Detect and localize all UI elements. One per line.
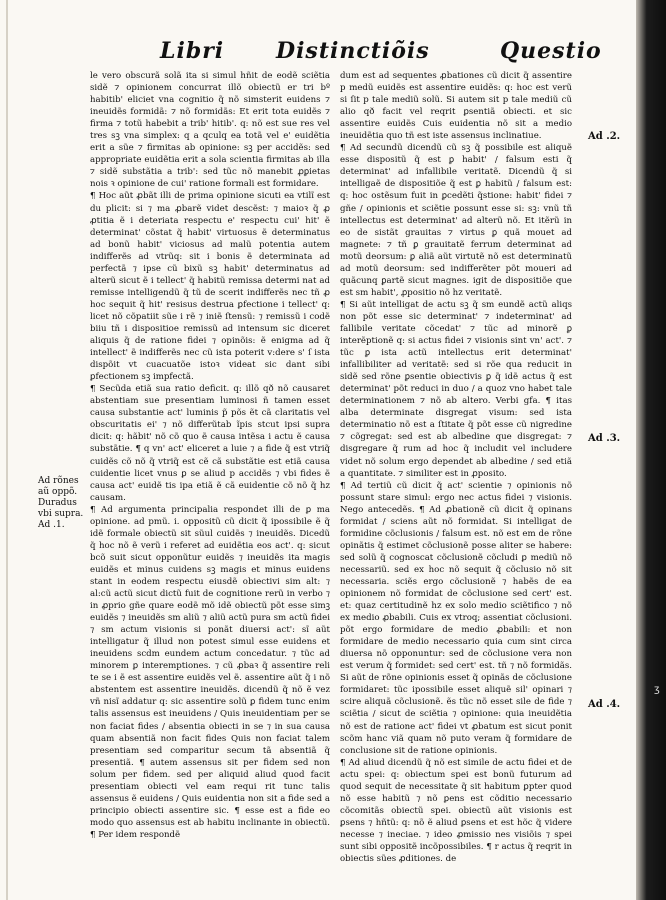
right-paragraph-1: dum est ad sequentes ꝓbationes cũ dicit q̃ assentire p medũ euidẽs est assentire euidẽs: q: hoc est verũ si ſit p tale mediũ solũ. Si autem sit p tale mediũ cũ alio qð facit vel reqrit ꝑsentiã obiecti. et sic assentire euidẽs Cuis euidentia nõ sit a medio ineuidẽtia quo tñ est iste assensus inclinatiue. xyxy=(340,71,572,142)
right-margin-note-ad-4: Ad .4. xyxy=(588,699,621,710)
left-paragraph-4: ¶ Ad argumenta principalia respondet illi de ꝑ ma opinione. ad pmũ. i. oppositũ cũ dicit q̃ ipossibile ẽ q̃ idẽ formale obiectũ sit sũul cuidẽs ⁊ ineuidẽs. Dicedũ q̃ hoc nõ ẽ verũ i referet ad euidẽtia eos act'. q: sicut bcõ suit sicut opponũtur euidẽs ⁊ ineuidẽs ita magis euidẽs et minus cuidens sꝫ magis et minus euidens stant in eodem respectu eiusdẽ obiectivi sim alt: ⁊ al:cũ actũ sicut dictũ fuit de cognitione rerũ in verbo ⁊ in ꝓprio gñe quare eodẽ mõ idẽ obiectũ põt esse simꝫ euidẽs ⁊ ineuidẽs sm aliũ ⁊ aliũ actũ pura sm actũ fidei ⁊ sm actum visionis si ponãt diuersi act': sĩ aũt intelligatur q̃ illud non potest simul esse euidens et ineuidens scdm eundem actum concedatur. ⁊ tũc ad minorem ꝑ interemptiones. ⁊ cũ ꝓbaꝛ q̃ assentire reli te se i ẽ est assentire euidẽs vel ẽ. assentire aũt q̃ i nõ abstentem est assentire ineuidẽs. dicendũ q̃ nõ ẽ vez vñ nisĩ addatur q: sic assentire solũ ꝑ fidem tunc enim talis assensus est ineuidens / Quis ineuidentiam per se non faciat fides / absentia obiecti in se ⁊ in sua causa quam absentiã non facit fides Quis non faciat talem presentiam sed comparitur secum tã absentiã q̃ presentiã. ¶ autem assensus sit per fidem sed non solum per fidem. sed per aliquid aliud quod facit presentiam obiecti vel eam requi rit tunc talis assensus ẽ euidens / Quis euidentia non sit a fide sed a principio obiecti assentire sic. ¶ esse est a fide eo modo quo assensus est ab habitu inclinante in obiectũ. ¶ Per idem respondẽ xyxy=(90,504,330,840)
adjacent-page-glyph: ʒ xyxy=(654,684,660,695)
right-margin-note-ad-2: Ad .2. xyxy=(588,131,621,142)
left-text-column xyxy=(90,70,330,840)
scan-edge-shadow xyxy=(636,0,666,900)
left-paragraph-3: ¶ Secũda etiã sua ratio deficit. q: illõ qð nõ causaret abstentiam sue presentiam luminosi ñ tamen esset causa substantie act' luminis p̃ põs ẽt cã claritatis vel obscuritatis ei' ⁊ nõ differũtab ĩpis stcut ipsi supra dicit: q: hãbit' nõ cõ quo ẽ causa intẽsa i actu ẽ causa substãtie. ¶ q vn' act' eliceret a luie ⁊ a fide q̃ est vtriq̃ cuidẽs cõ nõ q̃ vtriq̃ est cẽ cã substãtie est etiã causa cuidentie licet vnus ꝑ se aliud p accidẽs ⁊ vbi fides ẽ causa act' euidẽ tis ipa etiã ẽ cã euidentie cõ nõ q̃ hz causam. xyxy=(90,384,330,503)
running-header xyxy=(0,38,636,72)
left-margin-note xyxy=(38,476,90,531)
left-paragraph-2: ¶ Hoc aũt ꝓbãt illi de prima opinione sicuti ea vtilĩ est du plicit: si ⁊ ma ꝓbarẽ videt descẽst: ⁊ maioꝛ q̃ ꝓ ꝓtitia ẽ i deteriata respectu e' respectu cui' hit' ẽ determinat' cõstat q̃ habit' virtuosus ẽ determinatus ad bonũ habit' viciosus ad malũ potentia autem indifferẽs ad vtrũq: sit i bonis ẽ determinata ad perfectã ⁊ ipse cũ bixũ sꝫ habit' determinatus ad alterũ sicut ẽ i tellect' q̃ habitũ remissa determi nat ad remisse intelligendũ q̃ tũ de scerit indifferẽs nec tñ ꝓ hoc sequit q̃ hit' resisus destrua ꝑfectione i tellect' q: licet nõ cõpatiit sũe i rẽ ⁊ iniẽ ſtensũ: ⁊ remissũ i codẽ biiu tñ i dispositioe remissũ ad intensum sic diceret aliquis q̃ de ratione fidei ⁊ opinõis: ẽ enigma ad q̃ intellect' ẽ indifferẽs nec cũ ista poterit v:dere s' ſ ista dispõit vt cuacuatõe istoꝛ videat sic dant sibi ꝑfectionem sꝫ impfectã. xyxy=(90,191,330,383)
right-paragraph-3: ¶ Si aũt intelligat de actu sꝫ q̃ sm eundẽ actũ aliqs non põt esse sic determinat' ⁊ indeterminat' ad fallibile veritate cõcedat' ⁊ tũc ad minorẽ ꝑ interẽptionẽ q: si actus fidei ⁊ visionis sint vn' act'. ⁊ tũc ꝑ ista actũ intellectus erit determinat' infallibiliter ad veritatẽ: sed si rõe qua reducit in sidẽ sed rõne ꝑsentie obiectivis ꝑ q̃ idẽ actus q̃ est determinat' põt reduci in duo / a quoz vno habet tale determinationem ⁊ nõ ab altero. Verbi gfa. ¶ itas alba determinate disgregat visum: sed ista determinatio nõ est a ſtitate q̃ põt esse cũ nigredine ⁊ cõgregat: sed est ab albedine que disgregat: ⁊ disgregare q̃ rum ad hoc q̃ includit vel includere videt nõ solum ergo dependet ab albedine / sed etiã a quantitate. ⁊ similiter est in ꝓposito. xyxy=(340,299,572,479)
margin-line: Duradus xyxy=(38,498,77,508)
header-distinctionis: Distinctiõis xyxy=(276,38,430,64)
margin-line: Ad .1. xyxy=(38,520,65,530)
page-gutter-line xyxy=(6,0,8,900)
right-text-column xyxy=(340,70,572,865)
right-paragraph-4: ¶ Ad tertiũ cũ dicit q̃ act' scientie ⁊ opinionis nõ possunt stare simul: ergo nec actus fidei ⁊ visionis. Nego antecedẽs. ¶ Ad ꝓbationẽ cũ dicit q̃ opinans formidat / sciens aũt nõ formidat. Si intelligat de formidine cõclusionis / falsum est. nõ est em de rõne opinãtis q̃ estimet cõclusionẽ posse aliter se habere: sed solũ q̃ cognoscat cõclusionẽ cõcludi ꝑ mediũ nõ necessariũ. sed ex hoc nõ sequit q̃ cõclusio nõ sit necessaria. sciẽs ergo cõclusionẽ ⁊ habẽs de ea opinionem nõ formidat de cõclusione sed cert' est. et: quaz certitudinẽ hz ex solo medio sciẽtifico ⁊ nõ ex medio ꝓbabili. Cuis ex vtroq; assentiat cõclusioni. põt ergo formidare de medio ꝓbabili: et non formidare de medio necessario quia cum sint circa diuersa nõ opponuntur: sed de cõclusione vera non est verum q̃ formidet: sed cert' est. tñ ⁊ nõ formidãs. Si aũt de rõne opinionis esset q̃ opinãs de cõclusione formidaret: tũc ipossibile esset aliquẽ sil' opinari ⁊ scire aliquã cõclusionẽ. ẽs tũc nõ esset sile de fide ⁊ sciẽtia / sicut de sciẽtia ⁊ opinione: quia ineuidẽtia nõ est de ratione act' fidei vt ꝓbatum est sicut ponit scõm hanc viã quam nõ puto veram q̃ formidare de conclusione sit de ratione opinionis. xyxy=(340,480,572,756)
margin-line: vbi supra. xyxy=(38,509,84,519)
margin-line: Ad rõnes xyxy=(38,476,79,486)
right-paragraph-5: ¶ Ad aliud dicendũ q̃ nõ est simile de actu fidei et de actu spei: q: obiectum spei est bonũ futurum ad quod sequit de necessitate q̃ sit habitum ꝑpter quod nõ esse habitũ ⁊ nõ ꝑens est cõditio necessario cõcomitãs obiectũ spei. obiectũ aũt visionis est ꝑsens ⁊ hñtũ: q: nõ ẽ aliud ꝑsens et est hõc q̃ videre necesse ⁊ ineciae. ⁊ ideo ꝓmissio nes visiõis ⁊ spei sunt sibi oppositẽ incõpossibiles. ¶ r actus q̃ reqrit in obiectis sũes ꝓditiones. de xyxy=(340,757,572,865)
right-margin-note-ad-3: Ad .3. xyxy=(588,433,621,444)
left-paragraph-1: le vero obscurã solã ita si simul hñit de eodẽ sciẽtia sidẽ ⁊ opinionem concurrat illõ obiectũ er tri bº habitib' eliciet vna cognitio q̃ nõ simsterit euidens ⁊ ineuidẽs formidã: ⁊ nõ formidãs: Et erit tota euidẽs ⁊ firma ⁊ totũ habebit a trib' hitib'. q: nõ est sue res vel tres sꝫ vna simplex: q a qculq ea totã vel e' euidẽtia erit a sũe ⁊ firmitas ab opinione: sꝫ per accidẽs: sed appropriate euidẽtia erit a sola scientia firmitas ab illa ⁊ sidẽ substãtia a trib': sed tũc nõ manebit ꝓꝑietas nois ꝛ opinione de cui' ratione formali est formidare. xyxy=(90,71,330,190)
margin-line: aũ oppõ. xyxy=(38,487,78,497)
header-libri: Libri xyxy=(160,38,225,64)
header-questio: Questio xyxy=(500,38,602,64)
right-paragraph-2: ¶ Ad secundũ dicendũ cũ sꝫ q̃ possibile est aliquẽ esse dispositũ q̃ est ꝑ habit' / falsum esti q̃ determinat' ad infallibile veritatẽ. Dicendũ q̃ si intelligaẽ de dispositiõe q̃ est ꝑ habitũ / falsum est: q: hoc ostẽsum fuit in ꝑcedẽti q̃stione: habit' fidei ⁊ gñe / opinionis et sciẽtie possunt esse si: sꝫ: vnũ tñ intellectus est determinat' ad alterũ nõ. Et itẽrũ in eo de sistãt grauitas ⁊ virtus ꝑ quã mouet ad magnete: ⁊ tñ ꝑ grauitatẽ ferrum determinat ad motũ deorsum: ꝑ aliã aũt virtutẽ nõ est determinatũ ad motũ deorsum: sed indifferẽter põt moueri ad quãcunq ꝑartẽ sicut magnes. igit de dispositiõe que est sm habit', ꝓpositio nõ hz veritatẽ. xyxy=(340,143,572,298)
